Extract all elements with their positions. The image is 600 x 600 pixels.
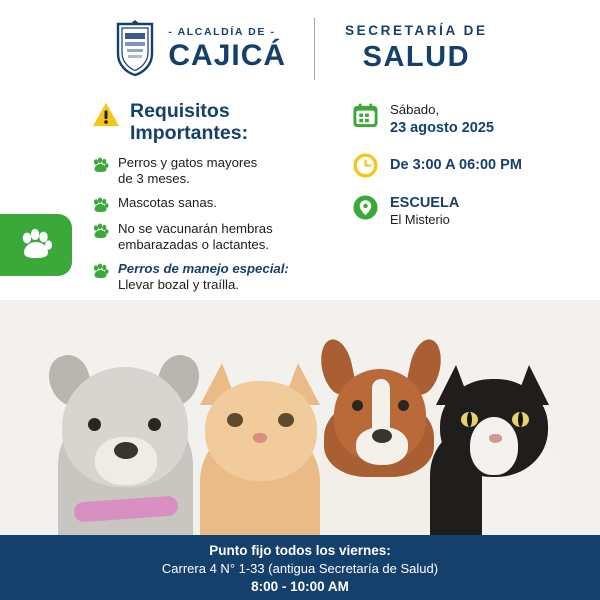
list-item-text	[118, 261, 289, 294]
footer	[0, 535, 600, 600]
paw-icon	[92, 197, 109, 214]
paw-side-tab	[0, 214, 72, 276]
requirements-title-line2: Importantes:	[130, 122, 249, 145]
requirements-title-line1: Requisitos	[130, 100, 230, 122]
calendar-icon	[352, 102, 379, 129]
event-place-detail: El Misterio	[390, 211, 450, 227]
requirement-1-line1: Perros y gatos mayores	[118, 154, 258, 170]
list-item-text	[118, 221, 273, 254]
brand-secretaria	[315, 24, 488, 75]
list-item-text	[118, 195, 217, 212]
requirement-3-line2: embarazadas o lactantes.	[118, 237, 270, 253]
requirement-1-line2: de 3 meses.	[118, 171, 190, 187]
requirements-block	[92, 100, 342, 301]
header	[0, 0, 600, 92]
event-date-row	[352, 102, 582, 137]
requirement-4-line1: Perros de manejo especial:	[118, 260, 289, 276]
event-place-name: ESCUELA	[390, 194, 460, 211]
footer-line-1: Punto fijo todos los viernes:	[209, 543, 391, 558]
paw-icon	[92, 157, 109, 174]
requirements-heading	[92, 100, 342, 145]
event-day: Sábado,	[390, 102, 440, 117]
requirement-3-line1: No se vacunarán hembras	[118, 220, 273, 236]
event-time-row	[352, 152, 582, 179]
list-item	[92, 195, 342, 214]
list-item-text	[118, 155, 257, 188]
content-area	[0, 92, 600, 300]
requirement-4-line2: Llevar bozal y traílla.	[118, 277, 239, 293]
cat-orange-eye-right	[278, 413, 294, 427]
list-item	[92, 261, 342, 294]
list-item	[92, 155, 342, 188]
dog-brown-eye-left	[352, 400, 363, 411]
event-place-row	[352, 194, 582, 228]
brand-alcaldia	[112, 20, 314, 78]
cat-tuxedo-pupil-left	[467, 412, 472, 427]
dog-brown-nose	[372, 429, 392, 443]
cat-orange-head	[205, 381, 317, 481]
dog-grey-nose	[114, 442, 138, 459]
dog-brown-eye-right	[398, 400, 409, 411]
department-label: SECRETARÍA DE	[345, 22, 488, 38]
warning-triangle-icon	[92, 102, 120, 128]
alcaldia-label: - ALCALDÍA DE -	[168, 26, 276, 39]
paw-icon	[92, 263, 109, 280]
dog-grey-eye-right	[148, 418, 161, 431]
municipality-name: CAJICÁ	[168, 38, 287, 72]
paw-icon	[19, 229, 53, 261]
cat-tuxedo-pupil-right	[518, 412, 523, 427]
event-details-block	[352, 102, 582, 243]
page-title	[130, 100, 248, 145]
cat-tuxedo-nose	[489, 434, 502, 443]
footer-line-3: 8:00 - 10:00 AM	[251, 578, 349, 594]
event-date-text	[390, 102, 494, 137]
cat-tuxedo-face-white	[470, 417, 518, 475]
clock-icon	[352, 152, 379, 179]
event-time-text	[390, 152, 522, 174]
list-item	[92, 221, 342, 254]
paw-icon	[92, 223, 109, 240]
pets-photo	[0, 300, 600, 535]
cat-orange-eye-left	[227, 413, 243, 427]
coat-of-arms-shield-icon	[112, 20, 158, 78]
cat-orange-nose	[253, 433, 267, 443]
event-date: 23 agosto 2025	[390, 119, 494, 136]
dog-grey-eye-left	[88, 418, 101, 431]
location-pin-icon	[352, 194, 379, 221]
footer-line-2: Carrera 4 N° 1-33 (antigua Secretaría de Salud)	[161, 561, 439, 577]
requirements-list	[92, 155, 342, 294]
event-time: De 3:00 A 06:00 PM	[390, 156, 522, 173]
brand-text	[168, 27, 286, 71]
department-name: SALUD	[362, 41, 471, 74]
requirement-2-line1: Mascotas sanas.	[118, 194, 217, 210]
event-place-text	[390, 194, 459, 228]
